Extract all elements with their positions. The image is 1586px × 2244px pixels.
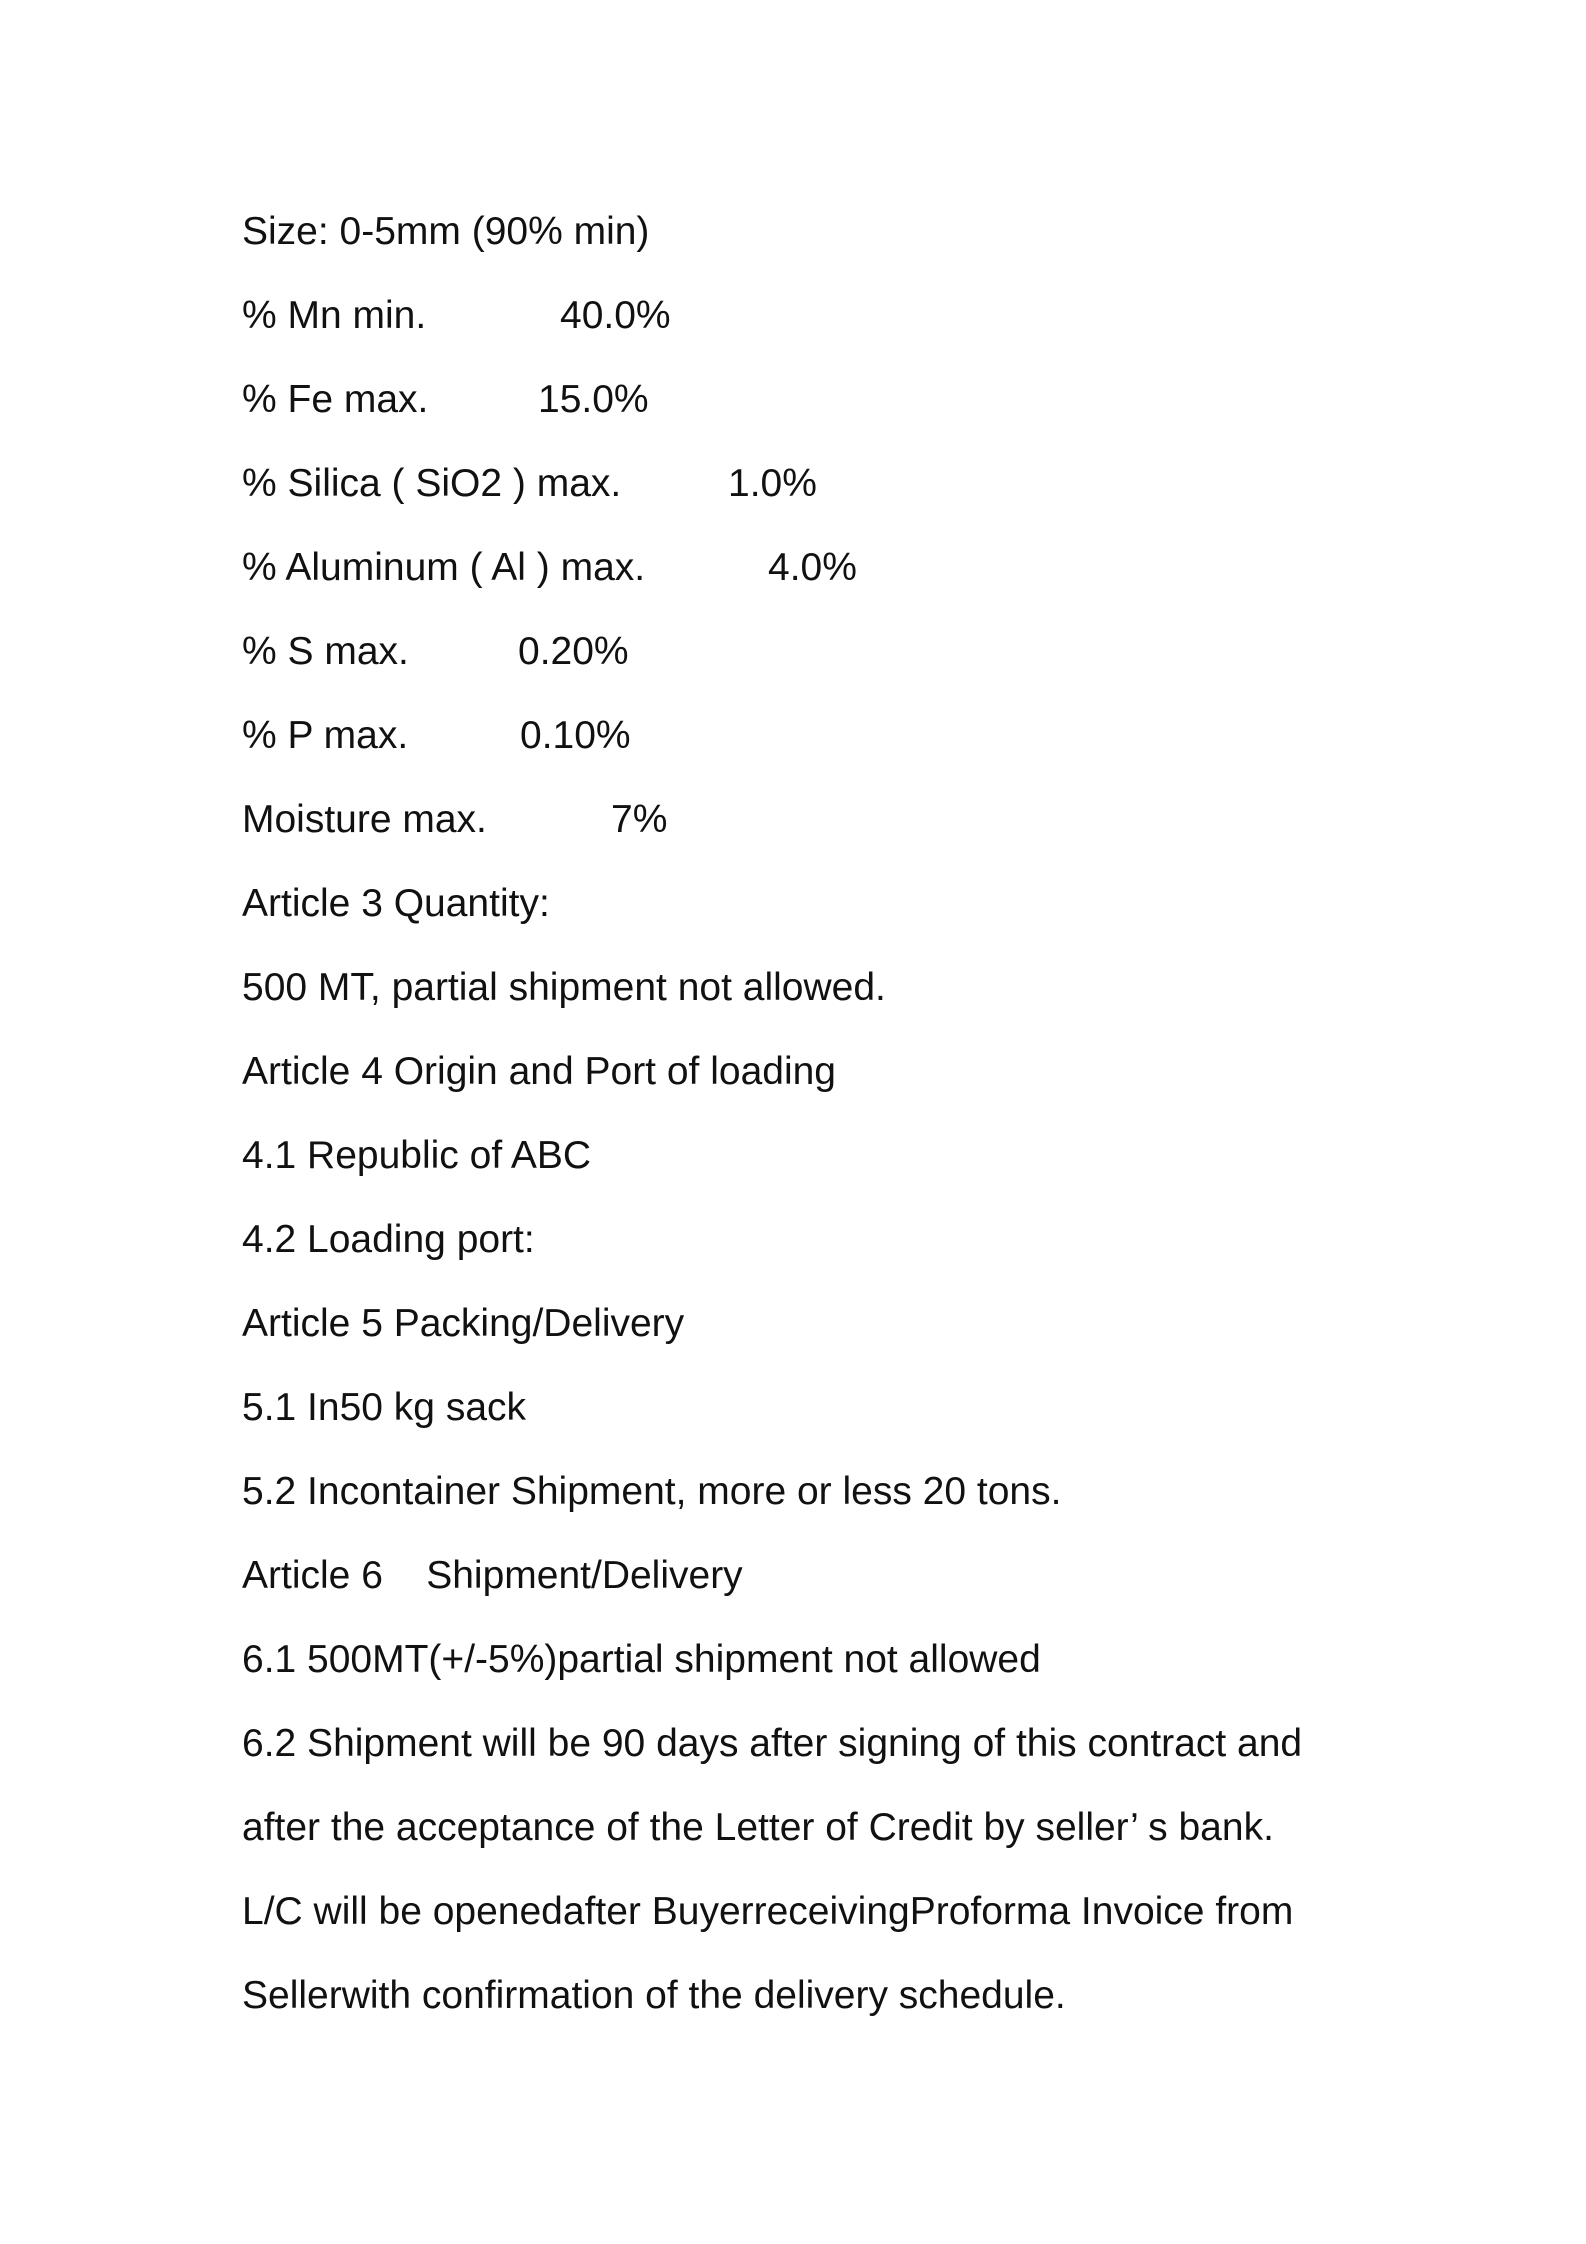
article4-heading: Article 4 Origin and Port of loading bbox=[242, 1050, 836, 1093]
spec-value-p: 0.10% bbox=[520, 714, 631, 757]
article3-text: 500 MT, partial shipment not allowed. bbox=[242, 966, 886, 1009]
spec-label-moisture: Moisture max. bbox=[242, 798, 487, 841]
spec-label-p: % P max. bbox=[242, 714, 409, 757]
spec-value-moisture: 7% bbox=[611, 798, 668, 841]
lc-line2: Sellerwith confirmation of the delivery schedule. bbox=[242, 1974, 1066, 2017]
article6-2-line1: 6.2 Shipment will be 90 days after signing of this contract and bbox=[242, 1722, 1303, 1765]
spec-label-silica: % Silica ( SiO2 ) max. bbox=[242, 462, 622, 505]
spec-value-s: 0.20% bbox=[518, 630, 629, 673]
spec-value-mn: 40.0% bbox=[560, 294, 671, 337]
spec-value-aluminum: 4.0% bbox=[768, 546, 857, 589]
article3-heading: Article 3 Quantity: bbox=[242, 882, 550, 925]
article6-1: 6.1 500MT(+/-5%)partial shipment not allowed bbox=[242, 1638, 1041, 1681]
spec-value-silica: 1.0% bbox=[728, 462, 817, 505]
spec-label-fe: % Fe max. bbox=[242, 378, 429, 421]
article6-heading: Article 6 Shipment/Delivery bbox=[242, 1554, 743, 1597]
article4-1: 4.1 Republic of ABC bbox=[242, 1134, 592, 1177]
spec-value-fe: 15.0% bbox=[538, 378, 649, 421]
article5-1: 5.1 In50 kg sack bbox=[242, 1386, 527, 1429]
spec-label-aluminum: % Aluminum ( Al ) max. bbox=[242, 546, 646, 589]
spec-label-mn: % Mn min. bbox=[242, 294, 427, 337]
article5-heading: Article 5 Packing/Delivery bbox=[242, 1302, 685, 1345]
lc-line1: L/C will be openedafter BuyerreceivingProforma Invoice from bbox=[242, 1890, 1294, 1933]
article4-2: 4.2 Loading port: bbox=[242, 1218, 535, 1261]
spec-label-s: % S max. bbox=[242, 630, 409, 673]
article5-2: 5.2 Incontainer Shipment, more or less 20 tons. bbox=[242, 1470, 1062, 1513]
article6-2-line2: after the acceptance of the Letter of Credit by seller’ s bank. bbox=[242, 1806, 1274, 1849]
size-line: Size: 0-5mm (90% min) bbox=[242, 210, 650, 253]
